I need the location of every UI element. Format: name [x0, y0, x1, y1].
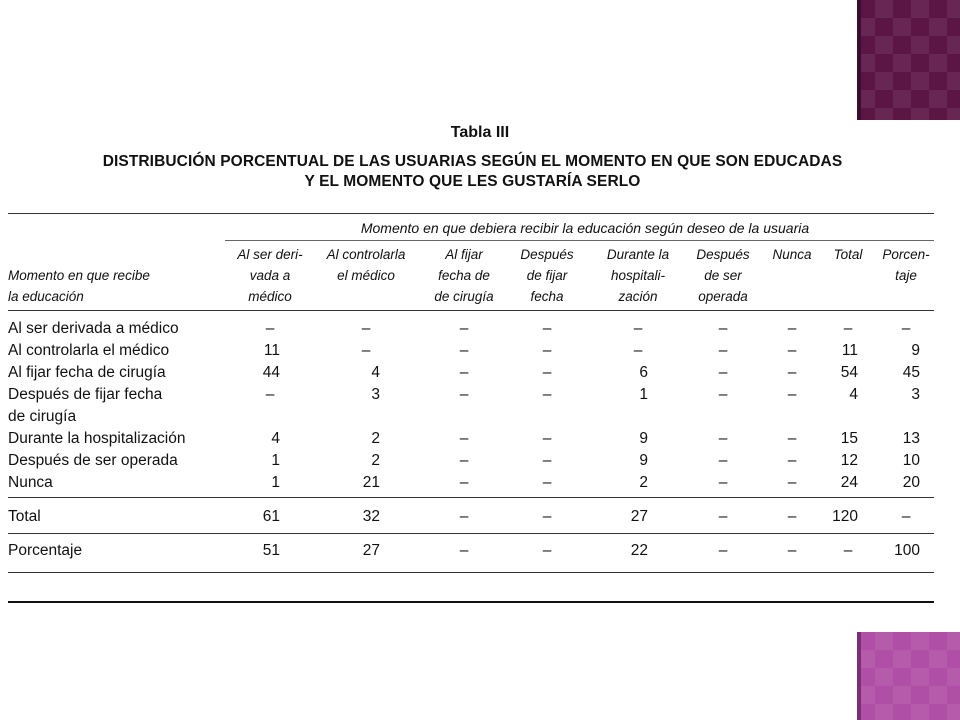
table-top-rule — [8, 213, 934, 214]
decorative-corner-bottom — [857, 632, 960, 720]
table-cell: 22 — [630, 542, 648, 559]
table-cell: 1 — [271, 474, 280, 491]
table-cell: 32 — [362, 508, 380, 525]
table-cell: – — [787, 386, 797, 403]
table-cell: – — [787, 508, 797, 525]
table-cell: – — [459, 364, 469, 381]
table-cell: – — [361, 342, 371, 359]
table-cell: 100 — [894, 542, 920, 559]
table-cell: 24 — [840, 474, 858, 491]
percent-bottom-rule — [8, 572, 934, 573]
table-cell: 4 — [271, 430, 280, 447]
table-cell: 61 — [262, 508, 280, 525]
table-cell: – — [542, 474, 552, 491]
subtitle-line-1: DISTRIBUCIÓN PORCENTUAL DE LAS USUARIAS SEGÚN EL MOMENTO EN QUE SON EDUCADAS — [102, 153, 843, 170]
table-row — [8, 318, 934, 340]
table-cell: – — [843, 320, 853, 337]
table-cell: – — [787, 474, 797, 491]
table-cell: – — [718, 386, 728, 403]
table-cell: 13 — [902, 430, 920, 447]
table-cell: – — [542, 342, 552, 359]
table-cell: 15 — [840, 430, 858, 447]
column-header-7: Nunca — [772, 247, 812, 262]
table-cell: 2 — [371, 452, 380, 469]
table-cell: – — [718, 474, 728, 491]
table-cell: 12 — [840, 452, 858, 469]
column-header-4: Después de fijar fecha — [520, 247, 574, 304]
column-header-3: Al fijar fecha de de cirugía — [434, 247, 494, 304]
total-row — [8, 506, 934, 528]
row-label: Al ser derivada a médico — [8, 320, 179, 337]
table-cell: – — [633, 320, 643, 337]
column-group-rule — [225, 240, 934, 241]
table-cell: 1 — [271, 452, 280, 469]
table-subtitle — [0, 152, 945, 192]
table-cell: – — [459, 430, 469, 447]
table-cell: 3 — [371, 386, 380, 403]
row-label: Total — [8, 508, 41, 525]
row-label: Durante la hospitalización — [8, 430, 186, 447]
table-cell: 9 — [639, 430, 648, 447]
table-cell: 9 — [911, 342, 920, 359]
column-header-5: Durante la hospitali- zación — [606, 247, 670, 304]
row-label: Nunca — [8, 474, 53, 491]
table-cell: – — [787, 430, 797, 447]
table-cell: – — [459, 542, 469, 559]
table-cell: – — [718, 320, 728, 337]
column-header-9: Porcen- taje — [882, 247, 930, 283]
table-cell: – — [542, 320, 552, 337]
table-cell: – — [787, 452, 797, 469]
table-cell: – — [459, 508, 469, 525]
percent-row — [8, 540, 934, 562]
table-cell: – — [718, 342, 728, 359]
column-header-1: Al ser deri- vada a médico — [237, 247, 303, 304]
table-cell: 20 — [902, 474, 920, 491]
table-cell: – — [265, 320, 275, 337]
table-cell: 9 — [639, 452, 648, 469]
table-cell: – — [787, 542, 797, 559]
table-row — [8, 450, 934, 472]
table-cell: 3 — [911, 386, 920, 403]
table-cell: 2 — [639, 474, 648, 491]
table-cell: – — [542, 452, 552, 469]
row-label-continued: de cirugía — [8, 408, 77, 425]
row-label: Después de ser operada — [8, 452, 178, 469]
table-cell: – — [459, 452, 469, 469]
table-cell: – — [542, 386, 552, 403]
header-bottom-rule — [8, 310, 934, 311]
table-cell: – — [787, 320, 797, 337]
table-cell: 27 — [362, 542, 380, 559]
table-cell: 6 — [639, 364, 648, 381]
table-cell: – — [361, 320, 371, 337]
table-cell: 2 — [371, 430, 380, 447]
row-label: Después de fijar fecha — [8, 386, 163, 403]
table-row — [8, 428, 934, 450]
table-cell: 11 — [841, 342, 858, 359]
column-group-header: Momento en que debiera recibir la educación según deseo de la usuaria — [360, 220, 810, 236]
table-cell: – — [459, 320, 469, 337]
table-cell: – — [718, 430, 728, 447]
table-cell: – — [542, 542, 552, 559]
table-row — [8, 362, 934, 384]
table-cell: – — [901, 508, 911, 525]
table-cell: – — [542, 430, 552, 447]
table-cell: 4 — [371, 364, 380, 381]
table-cell: – — [718, 452, 728, 469]
table-cell: – — [787, 364, 797, 381]
table-cell: 120 — [832, 508, 858, 525]
table-cell: 44 — [262, 364, 280, 381]
table-cell: – — [459, 474, 469, 491]
decorative-corner-top — [857, 0, 960, 120]
table-cell: – — [633, 342, 643, 359]
table-cell: – — [718, 508, 728, 525]
table-cell: – — [901, 320, 911, 337]
table-end-rule — [8, 601, 934, 603]
row-label: Porcentaje — [8, 542, 83, 559]
total-bottom-rule — [8, 533, 934, 534]
table-cell: 54 — [840, 364, 858, 381]
table-cell: 21 — [362, 474, 380, 491]
row-label: Al controlarla el médico — [8, 342, 170, 359]
table-cell: – — [459, 342, 469, 359]
row-header-label: Momento en que recibe la educación — [8, 268, 150, 304]
table-cell: – — [459, 386, 469, 403]
table-cell: – — [718, 542, 728, 559]
table-cell: – — [718, 364, 728, 381]
subtitle-line-2: Y EL MOMENTO QUE LES GUSTARÍA SERLO — [304, 173, 641, 190]
row-label: Al fijar fecha de cirugía — [8, 364, 166, 381]
body-bottom-rule — [8, 497, 934, 498]
table-cell: 45 — [902, 364, 920, 381]
table-cell: 1 — [639, 386, 648, 403]
column-header-8: Total — [833, 247, 863, 262]
table-cell: 27 — [630, 508, 648, 525]
table-row — [8, 384, 934, 425]
table-cell: – — [542, 508, 552, 525]
table-cell: – — [843, 542, 853, 559]
table-row — [8, 340, 934, 362]
table-title: Tabla III — [450, 124, 510, 141]
column-header-6: Después de ser operada — [696, 247, 750, 304]
table-cell: 4 — [849, 386, 858, 403]
table-row — [8, 472, 934, 494]
table-cell: 11 — [263, 342, 280, 359]
table-cell: 10 — [902, 452, 920, 469]
table-cell: 51 — [262, 542, 280, 559]
column-header-2: Al controlarla el médico — [326, 247, 406, 283]
table-cell: – — [265, 386, 275, 403]
table-cell: – — [542, 364, 552, 381]
table-cell: – — [787, 342, 797, 359]
